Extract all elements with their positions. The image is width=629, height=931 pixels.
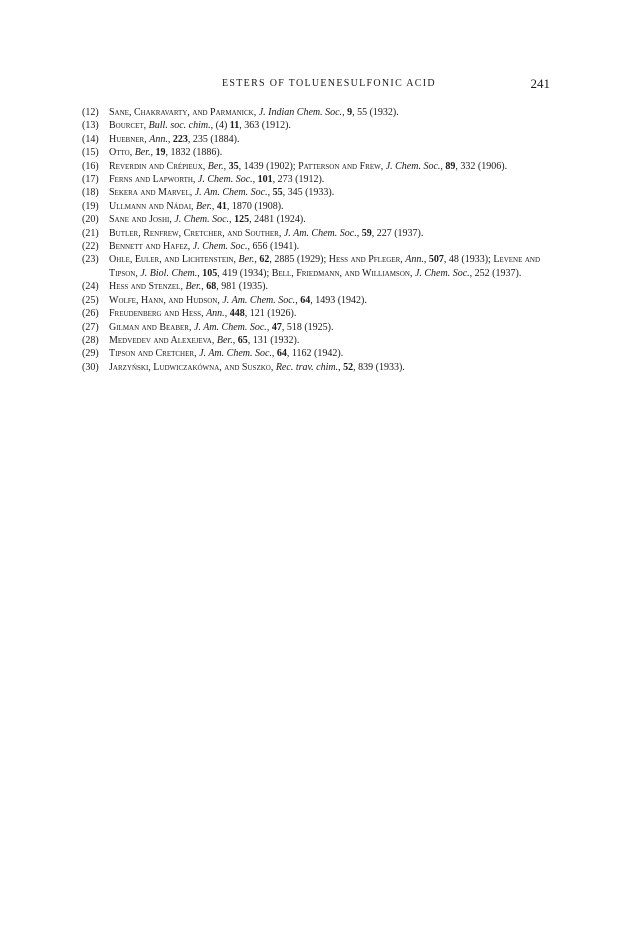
- reference-item: [82, 307, 550, 320]
- reference-segment: ,: [271, 348, 277, 360]
- reference-volume: 64: [300, 294, 311, 306]
- reference-segment: , 363 (1912).: [239, 120, 291, 132]
- reference-text: [109, 307, 550, 320]
- reference-segment: ,: [270, 361, 276, 373]
- reference-segment: , 55 (1932).: [352, 107, 399, 118]
- reference-segment: ,: [211, 334, 217, 346]
- reference-segment: , 839 (1933).: [353, 361, 405, 373]
- reference-volume: 52: [343, 361, 354, 373]
- reference-text: [109, 334, 550, 347]
- reference-segment: ,: [201, 281, 207, 293]
- reference-text: [109, 280, 550, 293]
- reference-text: [109, 133, 550, 146]
- reference-journal: Ber.: [207, 160, 224, 172]
- reference-item: [82, 361, 550, 374]
- reference-volume: 11: [229, 120, 240, 132]
- reference-journal: J. Chem. Soc.: [174, 214, 230, 226]
- reference-authors: Gilman and Beaber: [109, 321, 189, 333]
- reference-number: (21): [82, 227, 99, 239]
- reference-authors: Sane, Chakravarty, and Parmanick: [109, 107, 254, 118]
- reference-segment: ,: [409, 267, 415, 279]
- reference-number: (16): [82, 160, 99, 172]
- reference-segment: , 656 (1941).: [247, 241, 300, 253]
- reference-authors: Tipson and Cretcher: [109, 348, 195, 360]
- reference-segment: ,: [197, 267, 203, 279]
- reference-authors: Sekera and Marvel: [109, 187, 190, 199]
- reference-segment: ,: [150, 147, 156, 159]
- reference-segment: ,: [191, 200, 197, 212]
- reference-text: [109, 240, 550, 253]
- reference-volume: 64: [276, 348, 287, 360]
- reference-segment: ,: [129, 147, 135, 159]
- reference-authors: Bennett and Hafez: [109, 241, 188, 253]
- reference-segment: ,: [202, 160, 208, 172]
- reference-segment: ,: [266, 321, 272, 333]
- reference-item: [82, 240, 550, 253]
- reference-journal: Bull. soc. chim.: [148, 120, 211, 132]
- reference-authors: Sane and Joshi: [109, 214, 170, 226]
- reference-number: (13): [82, 120, 99, 132]
- reference-segment: ,: [267, 187, 273, 199]
- reference-segment: ,: [192, 174, 198, 186]
- reference-segment: ,: [440, 160, 446, 172]
- reference-journal: Ber.: [238, 254, 255, 266]
- reference-item: [82, 160, 550, 173]
- reference-segment: ,: [229, 214, 235, 226]
- reference-authors: Medvedev and Alexejeva: [109, 334, 212, 346]
- reference-segment: ,: [144, 133, 150, 145]
- reference-volume: 35: [228, 160, 239, 172]
- reference-authors: Hess and Pfleger: [328, 254, 401, 266]
- reference-segment: ,: [201, 308, 207, 320]
- reference-list: [82, 106, 550, 374]
- reference-segment: ,: [423, 254, 429, 266]
- reference-volume: 9: [347, 107, 353, 118]
- reference-authors: Bell, Friedmann, and Williamson: [271, 267, 410, 279]
- reference-item: [82, 186, 550, 199]
- reference-segment: ,: [223, 160, 229, 172]
- reference-segment: ,: [217, 294, 223, 306]
- reference-journal: Ann.: [405, 254, 424, 266]
- reference-volume: 101: [257, 174, 273, 186]
- reference-volume: 223: [172, 133, 188, 145]
- reference-journal: J. Biol. Chem.: [140, 267, 198, 279]
- reference-text: [109, 173, 550, 186]
- reference-journal: J. Indian Chem. Soc.: [258, 107, 343, 118]
- reference-journal: J. Am. Chem. Soc.: [194, 187, 268, 199]
- reference-item: [82, 347, 550, 360]
- reference-segment: , 1832 (1886).: [165, 147, 223, 159]
- reference-item: [82, 321, 550, 334]
- reference-journal: J. Chem. Soc.: [197, 174, 253, 186]
- reference-segment: ,: [180, 281, 186, 293]
- reference-journal: Ber.: [216, 334, 233, 346]
- reference-authors: Patterson and Frew: [298, 160, 381, 172]
- reference-text: [109, 119, 550, 132]
- running-header: [82, 78, 550, 92]
- reference-item: [82, 334, 550, 347]
- reference-item: [82, 133, 550, 146]
- reference-number: (24): [82, 281, 99, 293]
- reference-volume: 62: [259, 254, 270, 266]
- reference-authors: Bourcet: [109, 120, 144, 132]
- reference-text: [109, 294, 550, 307]
- reference-text: [109, 321, 550, 334]
- reference-authors: Ferns and Lapworth: [109, 174, 193, 186]
- reference-segment: ,: [188, 321, 194, 333]
- reference-item: [82, 200, 550, 213]
- reference-journal: Rec. trav. chim.: [275, 361, 339, 373]
- reference-volume: 59: [361, 227, 372, 239]
- reference-number: (30): [82, 361, 99, 373]
- reference-segment: , 48 (1933);: [443, 254, 494, 266]
- reference-number: (27): [82, 321, 99, 333]
- reference-segment: ,: [253, 107, 259, 118]
- reference-authors: Wolfe, Hann, and Hudson: [109, 294, 218, 306]
- reference-number: (20): [82, 214, 99, 226]
- reference-segment: , 332 (1906).: [455, 160, 508, 172]
- reference-segment: ,: [194, 348, 200, 360]
- reference-segment: , 518 (1925).: [281, 321, 334, 333]
- reference-authors: Butler, Renfrew, Cretcher, and Souther: [109, 227, 279, 239]
- reference-segment: ,: [252, 174, 258, 186]
- reference-segment: ,: [254, 254, 260, 266]
- reference-journal: Ber.: [185, 281, 202, 293]
- reference-journal: J. Am. Chem. Soc.: [193, 321, 267, 333]
- reference-volume: 55: [272, 187, 283, 199]
- reference-volume: 65: [237, 334, 248, 346]
- reference-segment: , 1870 (1908).: [226, 200, 284, 212]
- reference-segment: , 252 (1937).: [469, 267, 522, 279]
- reference-segment: ,: [187, 241, 193, 253]
- reference-segment: ,: [342, 107, 348, 118]
- reference-segment: , 1162 (1942).: [286, 348, 344, 360]
- reference-item: [82, 173, 550, 186]
- reference-segment: , 419 (1934);: [217, 267, 272, 279]
- reference-item: [82, 119, 550, 132]
- reference-authors: Otto: [109, 147, 130, 159]
- reference-number: (28): [82, 334, 99, 346]
- reference-text: [109, 186, 550, 199]
- reference-volume: 68: [206, 281, 217, 293]
- reference-segment: , 121 (1926).: [244, 308, 297, 320]
- reference-authors: Jarzyński, Ludwiczakówna, and Suszko: [109, 361, 271, 373]
- reference-item: [82, 294, 550, 307]
- reference-journal: J. Am. Chem. Soc.: [283, 227, 357, 239]
- reference-text: [109, 253, 550, 280]
- reference-volume: 125: [234, 214, 250, 226]
- reference-number: (22): [82, 241, 99, 253]
- reference-segment: ,: [380, 160, 386, 172]
- reference-text: [109, 213, 550, 226]
- reference-item: [82, 106, 550, 119]
- reference-text: [109, 361, 550, 374]
- reference-text: [109, 227, 550, 240]
- reference-volume: 41: [216, 200, 227, 212]
- reference-segment: , 2885 (1929);: [269, 254, 329, 266]
- reference-journal: Ann.: [206, 308, 225, 320]
- reference-volume: 105: [202, 267, 218, 279]
- reference-journal: J. Am. Chem. Soc.: [199, 348, 272, 360]
- reference-segment: ,: [356, 227, 362, 239]
- reference-volume: 89: [445, 160, 456, 172]
- reference-number: (23): [82, 254, 99, 266]
- reference-segment: ,: [169, 214, 175, 226]
- reference-segment: ,: [189, 187, 195, 199]
- reference-journal: J. Chem. Soc.: [414, 267, 470, 279]
- running-title: ESTERS OF TOLUENESULFONIC ACID: [222, 78, 436, 89]
- reference-segment: , 235 (1884).: [187, 133, 240, 145]
- reference-item: [82, 213, 550, 226]
- reference-segment: ,: [211, 200, 217, 212]
- reference-volume: 47: [271, 321, 282, 333]
- reference-journal: Ber.: [134, 147, 151, 159]
- reference-segment: , 1439 (1902);: [238, 160, 299, 172]
- reference-segment: , 2481 (1924).: [249, 214, 306, 226]
- reference-text: [109, 200, 550, 213]
- reference-segment: , 981 (1935).: [216, 281, 268, 293]
- reference-segment: ,: [167, 133, 173, 145]
- reference-segment: ,: [143, 120, 149, 132]
- reference-number: (15): [82, 147, 99, 159]
- reference-text: [109, 347, 550, 360]
- reference-item: [82, 280, 550, 293]
- reference-authors: Huebner: [109, 133, 145, 145]
- reference-authors: Ullmann and Nádai: [109, 200, 192, 212]
- reference-item: [82, 146, 550, 159]
- reference-text: [109, 106, 550, 119]
- reference-segment: ,: [224, 308, 230, 320]
- page: [82, 78, 550, 374]
- reference-number: (25): [82, 294, 99, 306]
- reference-item: [82, 227, 550, 240]
- reference-segment: , 227 (1937).: [371, 227, 424, 239]
- reference-number: (14): [82, 133, 99, 145]
- reference-segment: , (4): [210, 120, 230, 132]
- page-number: 241: [530, 76, 550, 91]
- reference-number: (12): [82, 107, 99, 118]
- reference-authors: Hess and Stenzel: [109, 281, 181, 293]
- reference-authors: Freudenberg and Hess: [109, 308, 202, 320]
- reference-segment: ,: [278, 227, 284, 239]
- reference-segment: , 345 (1933).: [282, 187, 335, 199]
- reference-segment: ,: [232, 334, 238, 346]
- reference-segment: , 1493 (1942).: [310, 294, 367, 306]
- reference-number: (29): [82, 348, 99, 360]
- reference-authors: Ohle, Euler, and Lichtenstein: [109, 254, 234, 266]
- reference-journal: Ann.: [149, 133, 168, 145]
- reference-volume: 507: [428, 254, 444, 266]
- reference-authors: Levene and Tipson: [109, 254, 541, 279]
- reference-number: (26): [82, 308, 99, 320]
- reference-volume: 448: [229, 308, 245, 320]
- reference-journal: Ber.: [196, 200, 212, 212]
- reference-journal: J. Chem. Soc.: [192, 241, 248, 253]
- reference-segment: ,: [135, 267, 141, 279]
- reference-journal: J. Am. Chem. Soc.: [222, 294, 296, 306]
- reference-segment: ,: [338, 361, 344, 373]
- reference-item: [82, 253, 550, 280]
- reference-segment: , 273 (1912).: [272, 174, 325, 186]
- reference-volume: 19: [155, 147, 166, 159]
- reference-number: (18): [82, 187, 99, 199]
- reference-authors: Reverdin and Crépieux: [109, 160, 203, 172]
- reference-number: (17): [82, 174, 99, 186]
- reference-number: (19): [82, 200, 99, 212]
- reference-segment: ,: [295, 294, 301, 306]
- reference-text: [109, 160, 550, 173]
- reference-segment: ,: [233, 254, 239, 266]
- reference-segment: , 131 (1932).: [247, 334, 300, 346]
- reference-journal: J. Chem. Soc.: [385, 160, 441, 172]
- reference-text: [109, 146, 550, 159]
- reference-segment: ,: [400, 254, 406, 266]
